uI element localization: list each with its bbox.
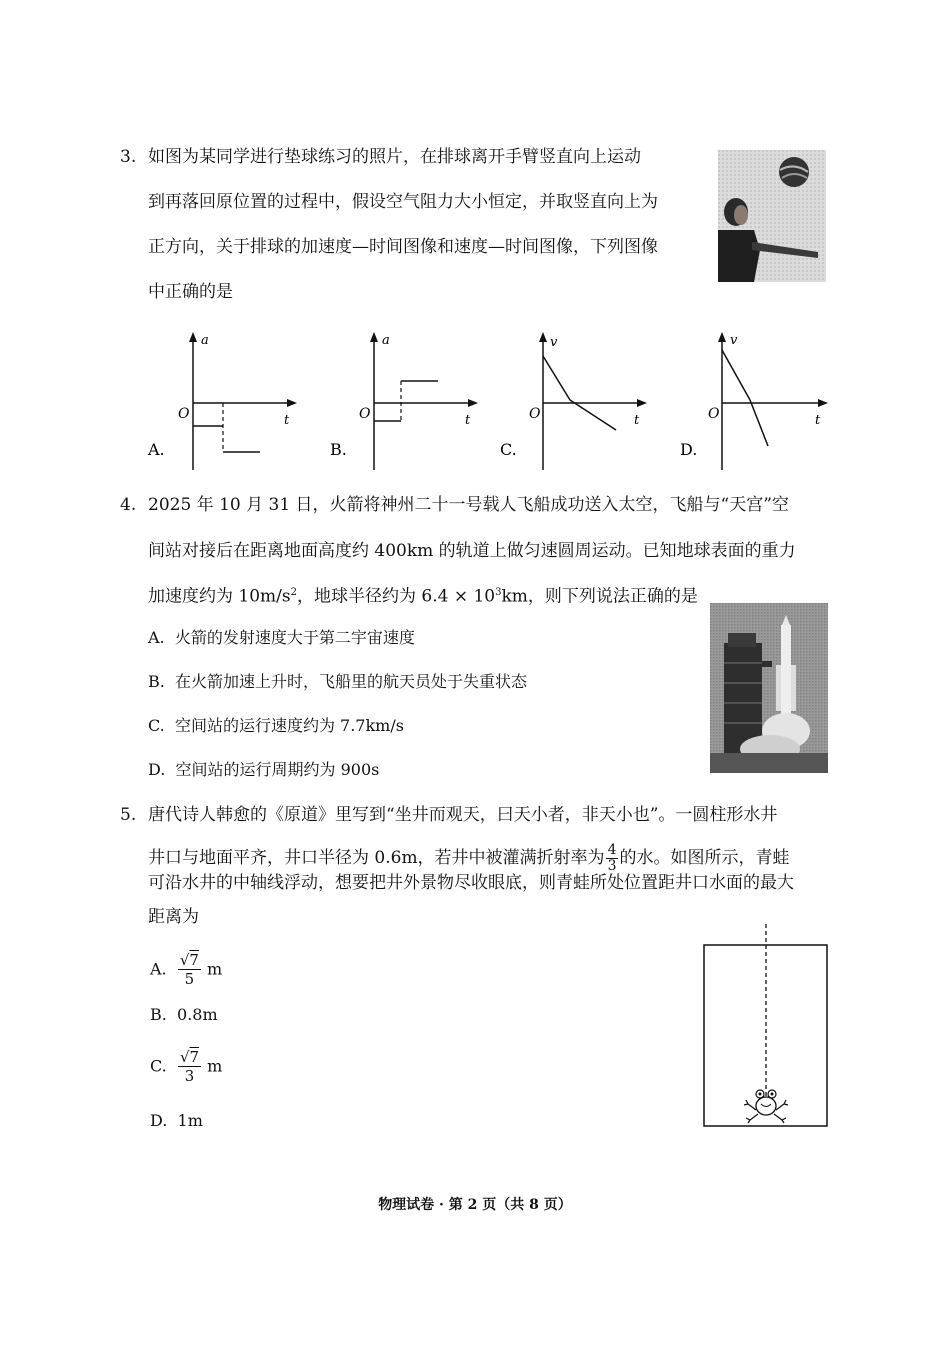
q5-number: 5.	[120, 805, 137, 825]
q4-line3-c: km，则下列说法正确的是	[501, 586, 698, 607]
q4-option-label: B.	[148, 672, 165, 691]
q5-line2-a: 井口与地面平齐，井口半径为 0.6m，若井中被灌满折射率为	[148, 848, 605, 868]
radicand: 7	[189, 951, 199, 969]
fraction-denominator: 3	[184, 1067, 195, 1085]
fraction-numerator: √7	[179, 1048, 200, 1066]
q4-option-label: A.	[148, 628, 165, 647]
q5-option-label: A.	[150, 959, 167, 979]
q4-option-label: C.	[148, 716, 165, 735]
q4-text-line-3	[148, 582, 698, 608]
q3-text-line: 如图为某同学进行垫球练习的照片，在排球离开手臂竖直向上运动	[148, 147, 641, 167]
q4-line3-a: 加速度约为 10m/s	[148, 586, 291, 607]
graph-a-origin: O	[178, 406, 190, 422]
q5-option-b	[150, 1004, 218, 1026]
q5-text-line: 可沿水井的中轴线浮动，想要把井外景物尽收眼底，则青蛙所处位置距井口水面的最大	[148, 873, 794, 893]
graph-b-option-label: B.	[330, 440, 347, 459]
radicand: 7	[189, 1048, 200, 1066]
q4-line3-sup2: 3	[495, 587, 502, 598]
graph-d-y-label: v	[730, 333, 738, 348]
sqrt-fraction	[178, 951, 201, 988]
graph-c-origin: O	[529, 406, 541, 422]
refractive-index-fraction	[606, 843, 619, 874]
q4-option-label: D.	[148, 760, 166, 779]
fraction-numerator: 4	[607, 842, 617, 858]
graph-b-y-label: a	[382, 333, 390, 348]
q4-text-line: 间站对接后在距离地面高度约 400km 的轨道上做匀速圆周运动。已知地球表面的重力	[148, 541, 796, 561]
q4-line3-sup: 2	[290, 587, 297, 598]
q5-option-c	[150, 1048, 222, 1085]
graph-c-option-label: C.	[500, 440, 517, 459]
graph-a	[145, 328, 305, 473]
fraction-denominator: 3	[607, 858, 617, 874]
graph-a-t-label: t	[284, 413, 290, 428]
sqrt-fraction	[178, 1048, 201, 1085]
q4-option-a	[148, 627, 415, 649]
q5-option-label: C.	[150, 1056, 167, 1076]
graph-a-y-label: a	[201, 333, 209, 348]
q3-text-line: 到再落回原位置的过程中，假设空气阻力大小恒定，并取竖直向上为	[148, 192, 658, 212]
q4-option-c	[148, 715, 404, 737]
q4-line3-b: ，地球半径约为 6.4 × 10	[296, 586, 496, 607]
graph-d-origin: O	[708, 406, 720, 422]
q4-option-text: 火箭的发射速度大于第二宇宙速度	[174, 628, 415, 647]
graph-b	[328, 328, 488, 473]
q5-option-text: 1m	[177, 1111, 203, 1130]
page-footer: 物理试卷 · 第 2 页（共 8 页）	[378, 1197, 572, 1213]
q5-option-a	[150, 951, 222, 988]
fraction-denominator: 5	[184, 970, 195, 988]
q5-option-label: D.	[150, 1111, 168, 1130]
q4-option-text: 空间站的运行速度约为 7.7km/s	[174, 716, 404, 735]
q5-option-text: 0.8m	[177, 1005, 218, 1024]
graph-c-t-label: t	[634, 413, 640, 428]
q5-line2-b: 的水。如图所示，青蛙	[619, 848, 790, 868]
q4-option-text: 空间站的运行周期约为 900s	[175, 760, 380, 779]
graph-c	[498, 328, 658, 473]
q5-text-line-2	[148, 843, 789, 874]
q4-option-text: 在火箭加速上升时，飞船里的航天员处于失重状态	[175, 672, 528, 691]
graph-d-t-label: t	[815, 413, 821, 428]
unit: m	[207, 959, 223, 979]
well-diagram	[700, 922, 832, 1132]
q5-text-line: 唐代诗人韩愈的《原道》里写到“坐井而观天，曰天小者，非天小也”。一圆柱形水井	[148, 805, 778, 825]
graph-b-origin: O	[359, 406, 371, 422]
graph-d-option-label: D.	[680, 440, 698, 459]
q4-number: 4.	[120, 495, 137, 515]
graph-d	[678, 328, 838, 473]
q5-text-line: 距离为	[148, 907, 199, 927]
q5-option-d	[150, 1110, 203, 1132]
graph-a-option-label: A.	[148, 440, 165, 459]
q3-text-line: 正方向，关于排球的加速度—时间图像和速度—时间图像，下列图像	[148, 237, 658, 257]
q3-number: 3.	[120, 147, 137, 167]
q3-text-line: 中正确的是	[148, 282, 233, 302]
q5-option-label: B.	[150, 1005, 167, 1024]
q4-text-line: 2025 年 10 月 31 日，火箭将神州二十一号载人飞船成功送入太空，飞船与“天宫”空	[148, 495, 789, 515]
q4-option-b	[148, 671, 527, 693]
rocket-launch-photo	[710, 603, 828, 773]
unit: m	[207, 1056, 223, 1076]
fraction-numerator: √7	[179, 951, 199, 969]
q4-option-d	[148, 759, 379, 781]
volleyball-photo	[718, 150, 826, 282]
graph-c-y-label: v	[550, 335, 558, 350]
graph-b-t-label: t	[465, 413, 471, 428]
